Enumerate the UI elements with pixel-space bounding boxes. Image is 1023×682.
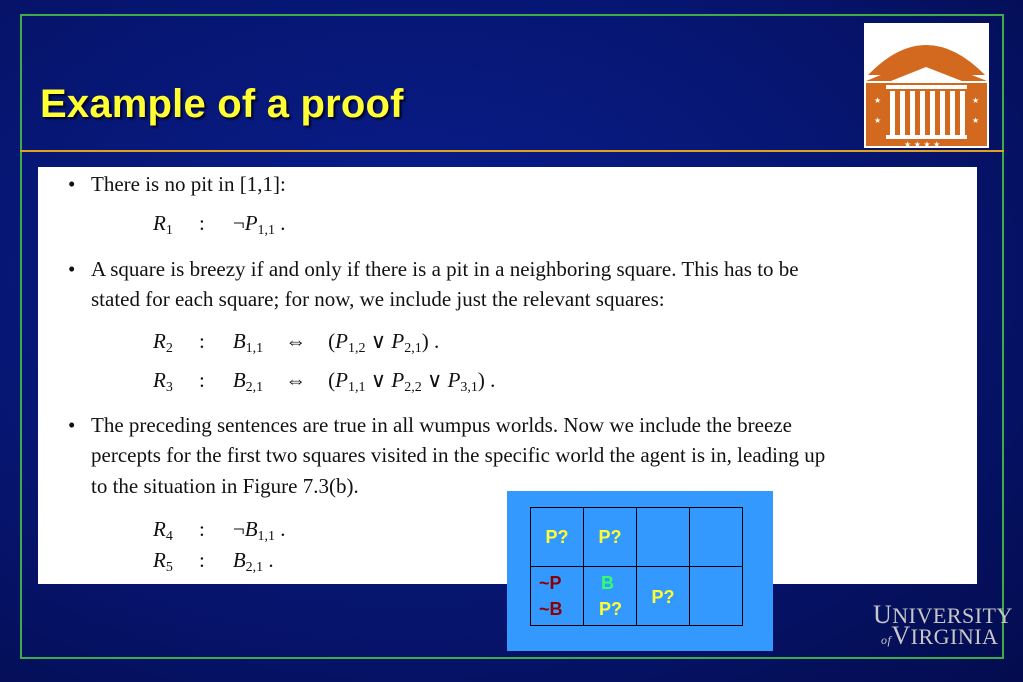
svg-text:★: ★: [972, 116, 980, 125]
grid-cell-4-1: [690, 567, 743, 626]
rule-r4: $R_4$ : $\neg B_{1,1}$ .: [153, 517, 286, 544]
bullet-text-line: percepts for the first two squares visited in the specific world the agent is in, leading up: [91, 443, 826, 467]
wumpus-grid-panel: [507, 491, 773, 651]
grid-row-top: [531, 508, 743, 567]
svg-text:★ ★ ★ ★: ★ ★ ★ ★: [904, 140, 941, 148]
bullet-text-line: stated for each square; for now, we include just the relevant squares:: [91, 287, 665, 311]
bullet-dot: •: [68, 257, 76, 281]
cell-text-no-breeze: ~B: [539, 599, 563, 619]
university-of-virginia-logo: UNIVERSITY ofVIRGINIA: [873, 600, 1013, 650]
svg-text:★: ★: [972, 96, 980, 105]
cell-text-no-pit: ~P: [539, 573, 562, 593]
grid-cell-2-1: [584, 567, 637, 626]
grid-row-bottom: [531, 567, 743, 626]
grid-cell-3-2: [637, 508, 690, 567]
rule-r1: $R_1$ : $\neg P_{1,1}$ .: [153, 211, 286, 238]
bullet-text-line: A square is breezy if and only if there is a pit in a neighboring square. This has to be: [91, 257, 799, 281]
cell-text-pit-maybe: P?: [598, 599, 622, 619]
grid-cell-3-1: P?: [637, 567, 690, 626]
grid-cell-1-2: P?: [531, 508, 584, 567]
bullet-text-line: to the situation in Figure 7.3(b).: [91, 474, 359, 498]
title-divider: [20, 150, 1004, 152]
bullet-text-line: The preceding sentences are true in all wumpus worlds. Now we include the breeze: [91, 413, 792, 437]
grid-cell-2-2: P?: [584, 508, 637, 567]
wumpus-grid: [530, 507, 743, 626]
bullet-text: There is no pit in [1,1]:: [91, 172, 286, 196]
rule-r2: $R_2$ : $B_{1,1}$ ⇔ ($P_{1,2}$ ∨ $P_{2,1}$) .: [153, 329, 440, 356]
grid-cell-1-1: [531, 567, 584, 626]
grid-cell-4-2: [690, 508, 743, 567]
bullet-dot: •: [68, 413, 76, 437]
rule-r3: $R_3$ : $B_{2,1}$ ⇔ ($P_{1,1}$ ∨ $P_{2,2}$ ∨ $P_{3,1}$) .: [153, 368, 496, 395]
rotunda-logo-icon: [864, 23, 989, 148]
cell-text-breeze: B: [601, 573, 614, 593]
svg-text:★: ★: [874, 96, 882, 105]
slide-title: Example of a proof: [40, 82, 404, 126]
rule-r5: $R_5$ : $B_{2,1}$ .: [153, 548, 274, 575]
bullet-dot: •: [68, 172, 76, 196]
svg-text:★: ★: [874, 116, 882, 125]
